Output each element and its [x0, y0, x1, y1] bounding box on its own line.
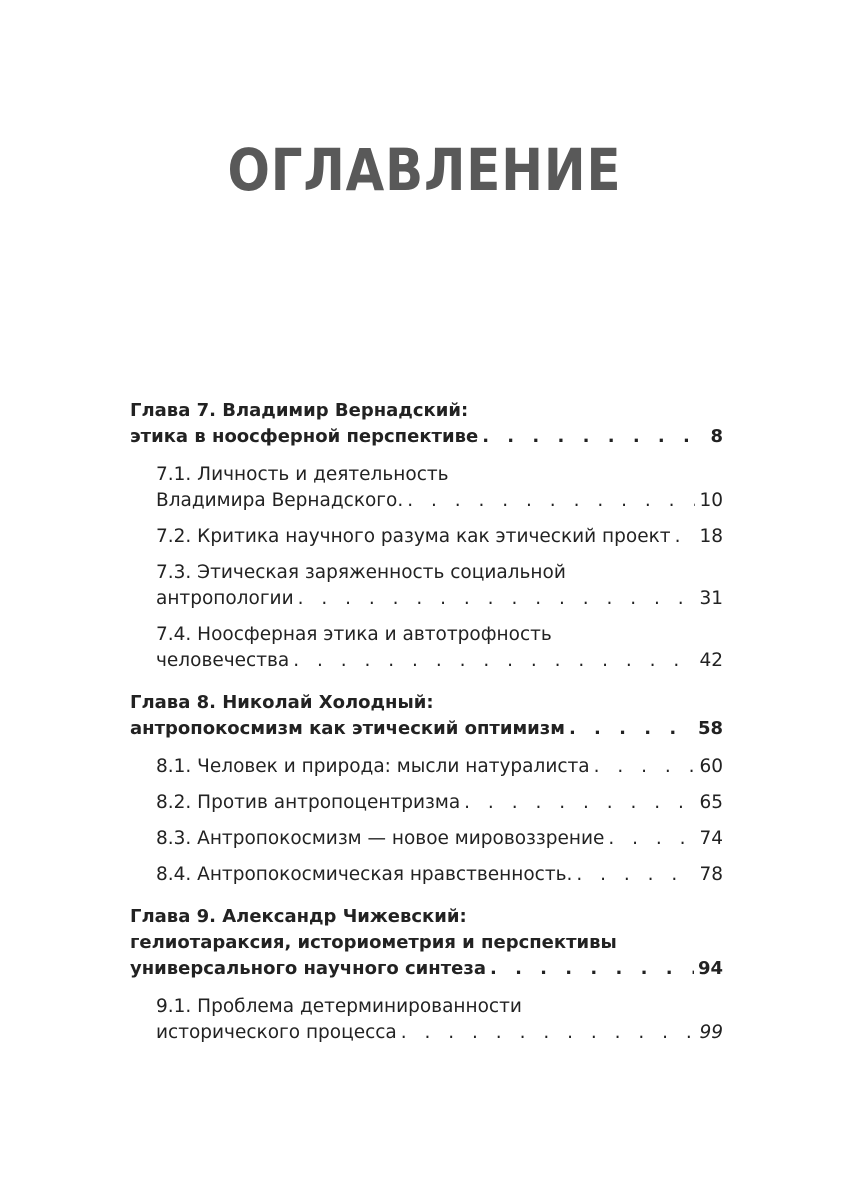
page-number: 74	[699, 828, 723, 849]
dot-leader	[464, 790, 695, 816]
page-title: ОГЛАВЛЕНИЕ	[227, 136, 622, 204]
chapter-leader-line	[130, 424, 723, 450]
section-title-line: 8.4. Антропокосмическая нравственность.	[156, 864, 573, 885]
section-title-line: 7.4. Ноосферная этика и автотрофность	[156, 624, 552, 645]
page-number: 18	[699, 526, 723, 547]
page-number: 10	[699, 490, 723, 511]
section-title-line: 7.1. Личность и деятельность	[156, 464, 449, 485]
section-title-line: 7.2. Критика научного разума как этический проект	[156, 526, 671, 547]
toc-chapter-9[interactable]	[130, 904, 723, 982]
page-number: 78	[699, 864, 723, 885]
dot-leader	[675, 524, 696, 550]
dot-leader	[401, 1020, 696, 1046]
page-number: 60	[699, 756, 723, 777]
section-title-line: антропологии	[156, 588, 294, 609]
toc-section-8-3[interactable]	[156, 826, 723, 852]
page-number: 8	[710, 426, 723, 447]
dot-leader	[407, 488, 695, 514]
dot-leader	[608, 826, 695, 852]
section-title-line: Владимира Вернадского.	[156, 490, 404, 511]
section-title-line: 8.1. Человек и природа: мысли натуралиста	[156, 756, 590, 777]
page-number: 99	[699, 1022, 723, 1043]
chapter-title-line: универсального научного синтеза	[130, 958, 486, 979]
section-title-line: 8.3. Антропокосмизм — новое мировоззрение	[156, 828, 605, 849]
section-title-line: человечества	[156, 650, 290, 671]
chapter-title-line: Глава 9. Александр Чижевский:	[130, 906, 467, 927]
page-number: 65	[699, 792, 723, 813]
section-leader-line	[156, 488, 723, 514]
table-of-contents	[130, 398, 723, 1056]
section-title-line: 9.1. Проблема детерминированности	[156, 996, 522, 1017]
section-leader-line	[156, 586, 723, 612]
toc-section-8-1[interactable]	[156, 754, 723, 780]
chapter-title-line: гелиотараксия, историометрия и перспективы	[130, 932, 617, 953]
chapter-title-line: антропокосмизм как этический оптимизм	[130, 718, 565, 739]
section-leader-line	[156, 648, 723, 674]
page-number: 94	[697, 958, 723, 979]
page-number: 31	[699, 588, 723, 609]
dot-leader	[298, 586, 696, 612]
toc-section-7-1[interactable]	[156, 462, 723, 514]
toc-section-7-3[interactable]	[156, 560, 723, 612]
dot-leader	[490, 956, 694, 982]
toc-chapter-8[interactable]	[130, 690, 723, 742]
dot-leader	[569, 716, 694, 742]
section-title-line: исторического процесса	[156, 1022, 397, 1043]
dot-leader	[594, 754, 696, 780]
toc-section-7-4[interactable]	[156, 622, 723, 674]
chapter-leader-line	[130, 956, 723, 982]
chapter-title-line: Глава 8. Николай Холодный:	[130, 692, 434, 713]
section-leader-line	[156, 790, 723, 816]
toc-section-8-4[interactable]	[156, 862, 723, 888]
toc-section-7-2[interactable]	[156, 524, 723, 550]
section-leader-line	[156, 1020, 723, 1046]
section-leader-line	[156, 826, 723, 852]
section-leader-line	[156, 754, 723, 780]
dot-leader	[482, 424, 706, 450]
page-number: 42	[699, 650, 723, 671]
toc-section-8-2[interactable]	[156, 790, 723, 816]
section-title-line: 7.3. Этическая заряженность социальной	[156, 562, 566, 583]
section-leader-line	[156, 524, 723, 550]
section-title-line: 8.2. Против антропоцентризма	[156, 792, 461, 813]
chapter-title-line: этика в ноосферной перспективе	[130, 426, 479, 447]
page-number: 58	[697, 718, 723, 739]
toc-section-9-1[interactable]	[156, 994, 723, 1046]
dot-leader	[576, 862, 695, 888]
toc-chapter-7[interactable]	[130, 398, 723, 450]
chapter-title-line: Глава 7. Владимир Вернадский:	[130, 400, 469, 421]
chapter-leader-line	[130, 716, 723, 742]
dot-leader	[293, 648, 695, 674]
section-leader-line	[156, 862, 723, 888]
